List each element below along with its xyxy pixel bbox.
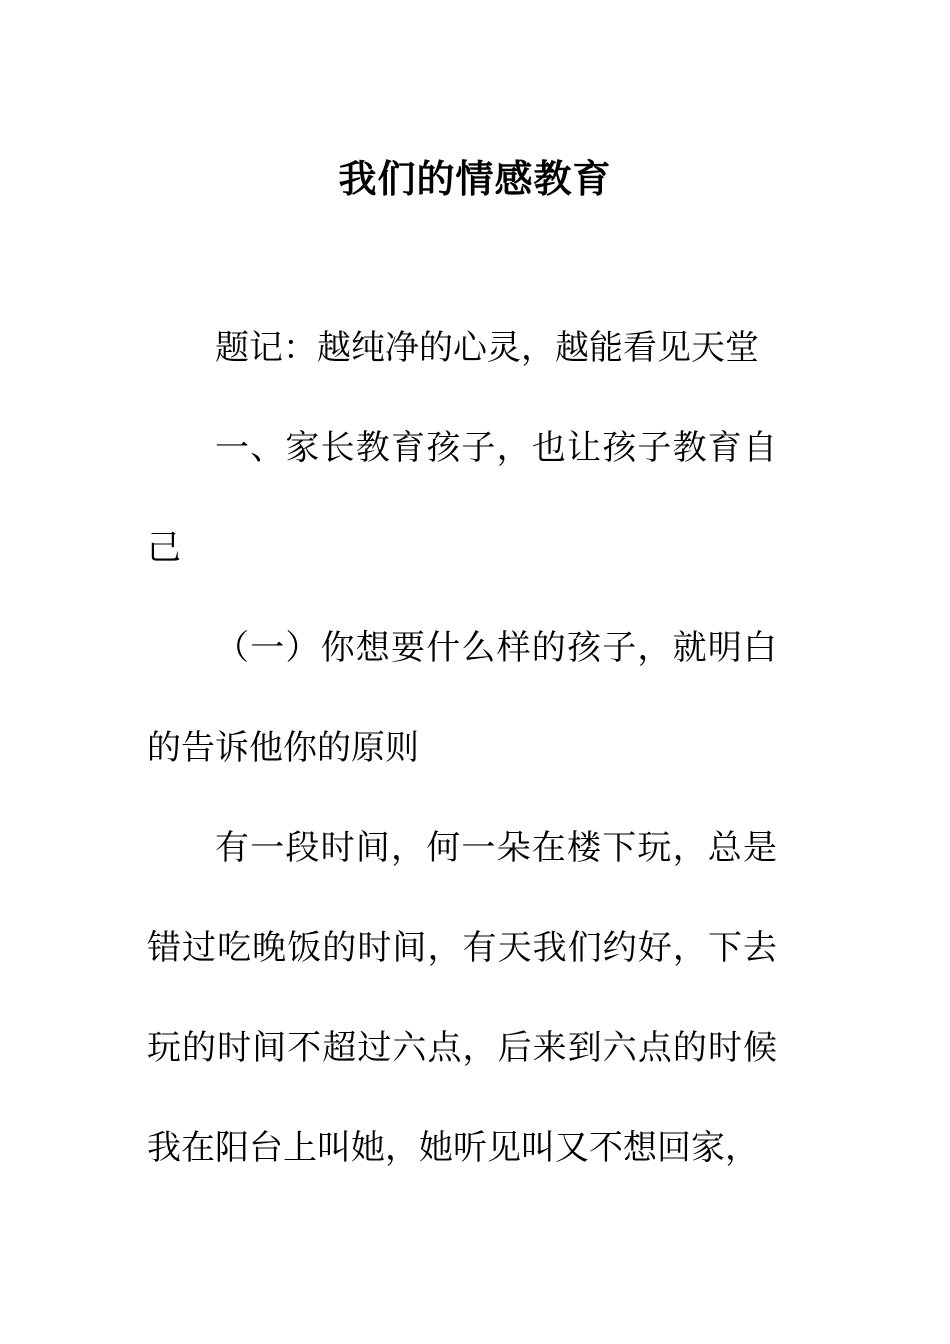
document-title: 我们的情感教育 — [338, 156, 612, 202]
section-heading-1: 一、家长教育孩子，也让孩子教育自己 — [147, 428, 777, 568]
document-body — [147, 298, 777, 1198]
body-paragraph: 有一段时间，何一朵在楼下玩，总是错过吃晚饭的时间，有天我们约好，下去玩的时间不超过六点，后来到六点的时候我在阳台上叫她，她听见叫又不想回家， — [147, 828, 777, 1168]
epigraph-paragraph: 题记：越纯净的心灵，越能看见天堂 — [215, 328, 759, 368]
subsection-heading-1: （一）你想要什么样的孩子，就明白的告诉他你的原则 — [147, 628, 777, 768]
